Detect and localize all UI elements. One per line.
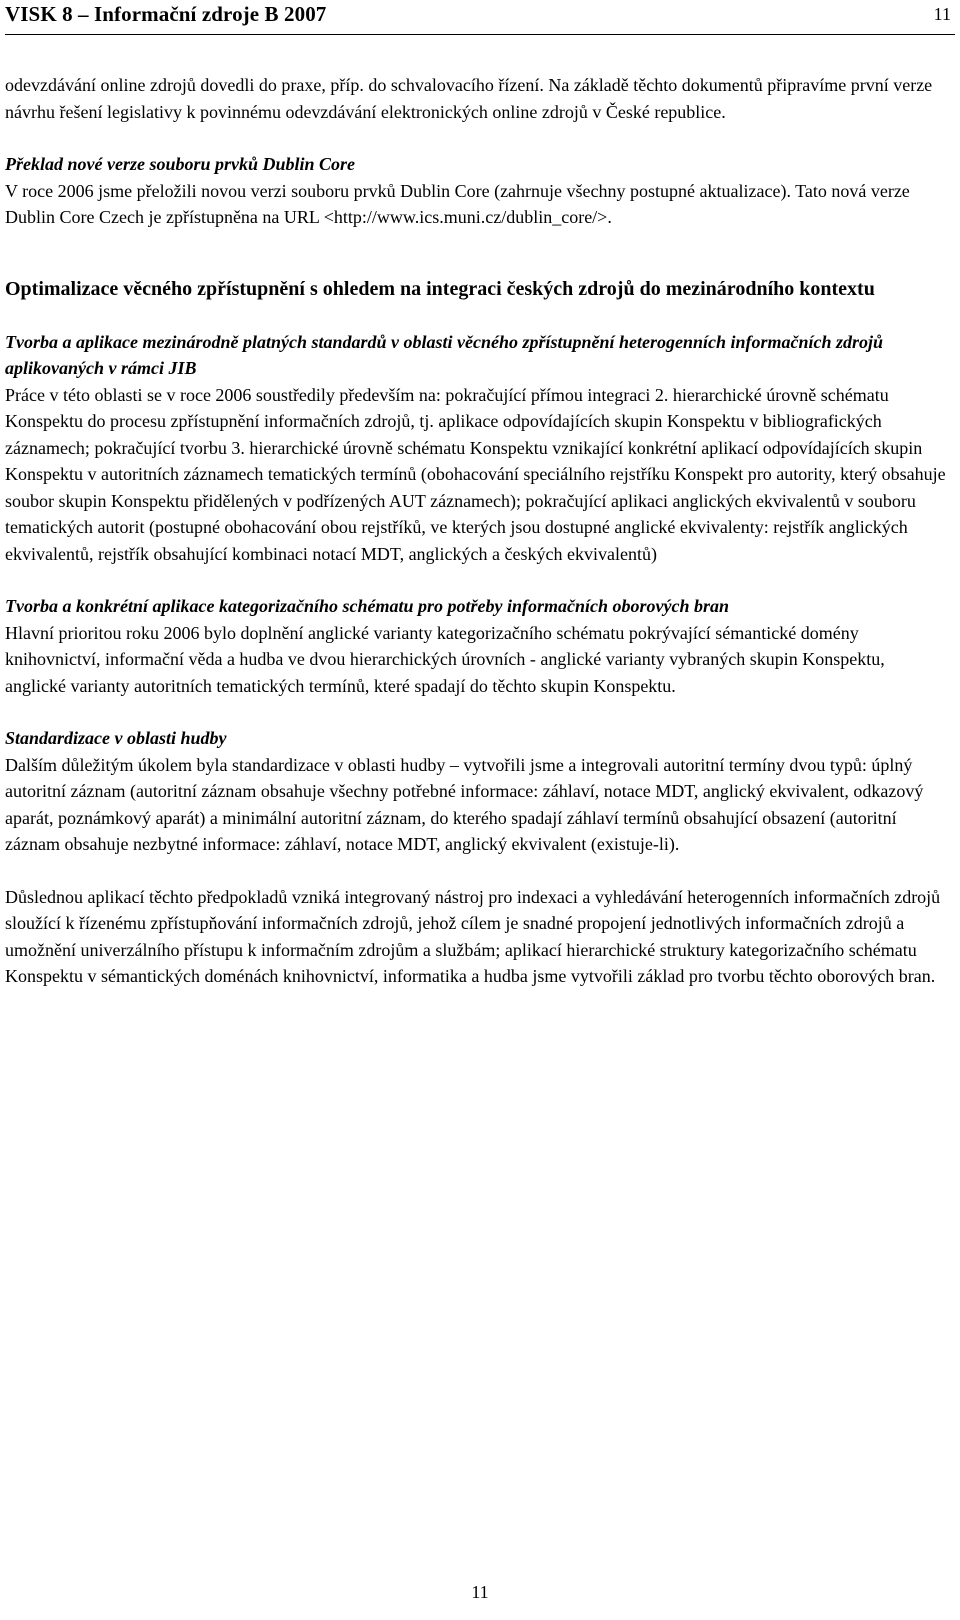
intro-paragraph: odevzdávání online zdrojů dovedli do praxe, příp. do schvalovacího řízení. Na základě těchto dokumentů připravíme první verze návrhu řešení legislativy k povinnému odevzdávání elektronických online zdrojů v České republice. [5, 75, 933, 122]
dublin-core-heading: Překlad nové verze souboru prvků Dublin Core [5, 154, 356, 174]
music-paragraph: Dalším důležitým úkolem byla standardizace v oblasti hudby – vytvořili jsme a integrovali autoritní termíny dvou typů: úplný autoritní záznam (autoritní záznam obsahuje všechny potřebné informace: záhlaví, notace MDT, anglický ekvivalent, odkazový aparát, poznámkový aparát) a minimální autoritní záznam, do kterého spadají záhlaví termínů obsahující obsazení (autoritní záznam obsahuje nezbytné informace: záhlaví, notace MDT, anglický ekvivalent (existuje-li). [5, 754, 924, 854]
conclusion-paragraph: Důslednou aplikací těchto předpokladů vzniká integrovaný nástroj pro indexaci a vyhledávání heterogenních informačních zdrojů sloužící k řízenému zpřístupňování informačních zdrojů, jehož cílem je snadné propojení jednotlivých informačních zdrojů a umožnění univerzálního přístupu k informačním zdrojům a službám; aplikací hierarchické struktury kategorizačního schématu Konspektu v sémantických doménách knihovnictví, informatika a hudba jsme vytvořili základ pro tvorbu těchto oborových bran. [5, 886, 941, 986]
music-heading: Standardizace v oblasti hudby [5, 728, 227, 748]
gateways-paragraph: Hlavní prioritou roku 2006 bylo doplnění anglické varianty kategorizačního schématu pokrývající sémantické domény knihovnictví, informační věda a hudba ve dvou hierarchických úrovních - anglické varianty vybraných skupin Konspektu, anglické varianty autoritních tematických termínů, které spadají do těchto skupin Konspektu. [5, 622, 885, 696]
document-body [5, 72, 950, 990]
footer-page-number: 11 [471, 1582, 489, 1602]
dublin-core-paragraph: V roce 2006 jsme přeložili novou verzi souboru prvků Dublin Core (zahrnuje všechny postupné aktualizace). Tato nová verze Dublin Core Czech je zpřístupněna na URL <http://www.ics.muni.cz/dublin_core/>. [5, 180, 910, 227]
running-header [5, 0, 955, 35]
standards-paragraph: Práce v této oblasti se v roce 2006 soustředily především na: pokračující přímou integraci 2. hierarchické úrovně schématu Konspektu do procesu zpřístupnění informačních zdrojů, tj. aplikace odpovídajících skupin Konspektu v bibliografických záznamech; pokračující tvorbu 3. hierarchické úrovně schématu Konspektu vznikající konkrétní aplikací odpovídajících skupin Konspektu v autoritních záznamech tematických termínů (obohacování speciálního rejstříku Konspekt pro autority, který obsahuje soubor skupin Konspektu přidělených v podřízených AUT záznamech); pokračující aplikaci anglických ekvivalentů v souboru tematických autorit (postupné obohacování obou rejstříků, ve kterých jsou dostupné anglické ekvivalenty: rejstřík anglických ekvivalentů, rejstřík obsahující kombinaci notací MDT, anglických a českých ekvivalentů) [5, 384, 946, 564]
gateways-heading: Tvorba a konkrétní aplikace kategorizačního schématu pro potřeby informačních oborových bran [5, 596, 730, 616]
header-title: VISK 8 – Informační zdroje B 2007 [5, 2, 327, 26]
standards-heading: Tvorba a aplikace mezinárodně platných standardů v oblasti věcného zpřístupnění heterogenních informačních zdrojů aplikovaných v rámci JIB [5, 331, 884, 378]
header-page-number: 11 [933, 4, 951, 24]
section-title: Optimalizace věcného zpřístupnění s ohledem na integraci českých zdrojů do mezinárodního kontextu [5, 277, 875, 300]
